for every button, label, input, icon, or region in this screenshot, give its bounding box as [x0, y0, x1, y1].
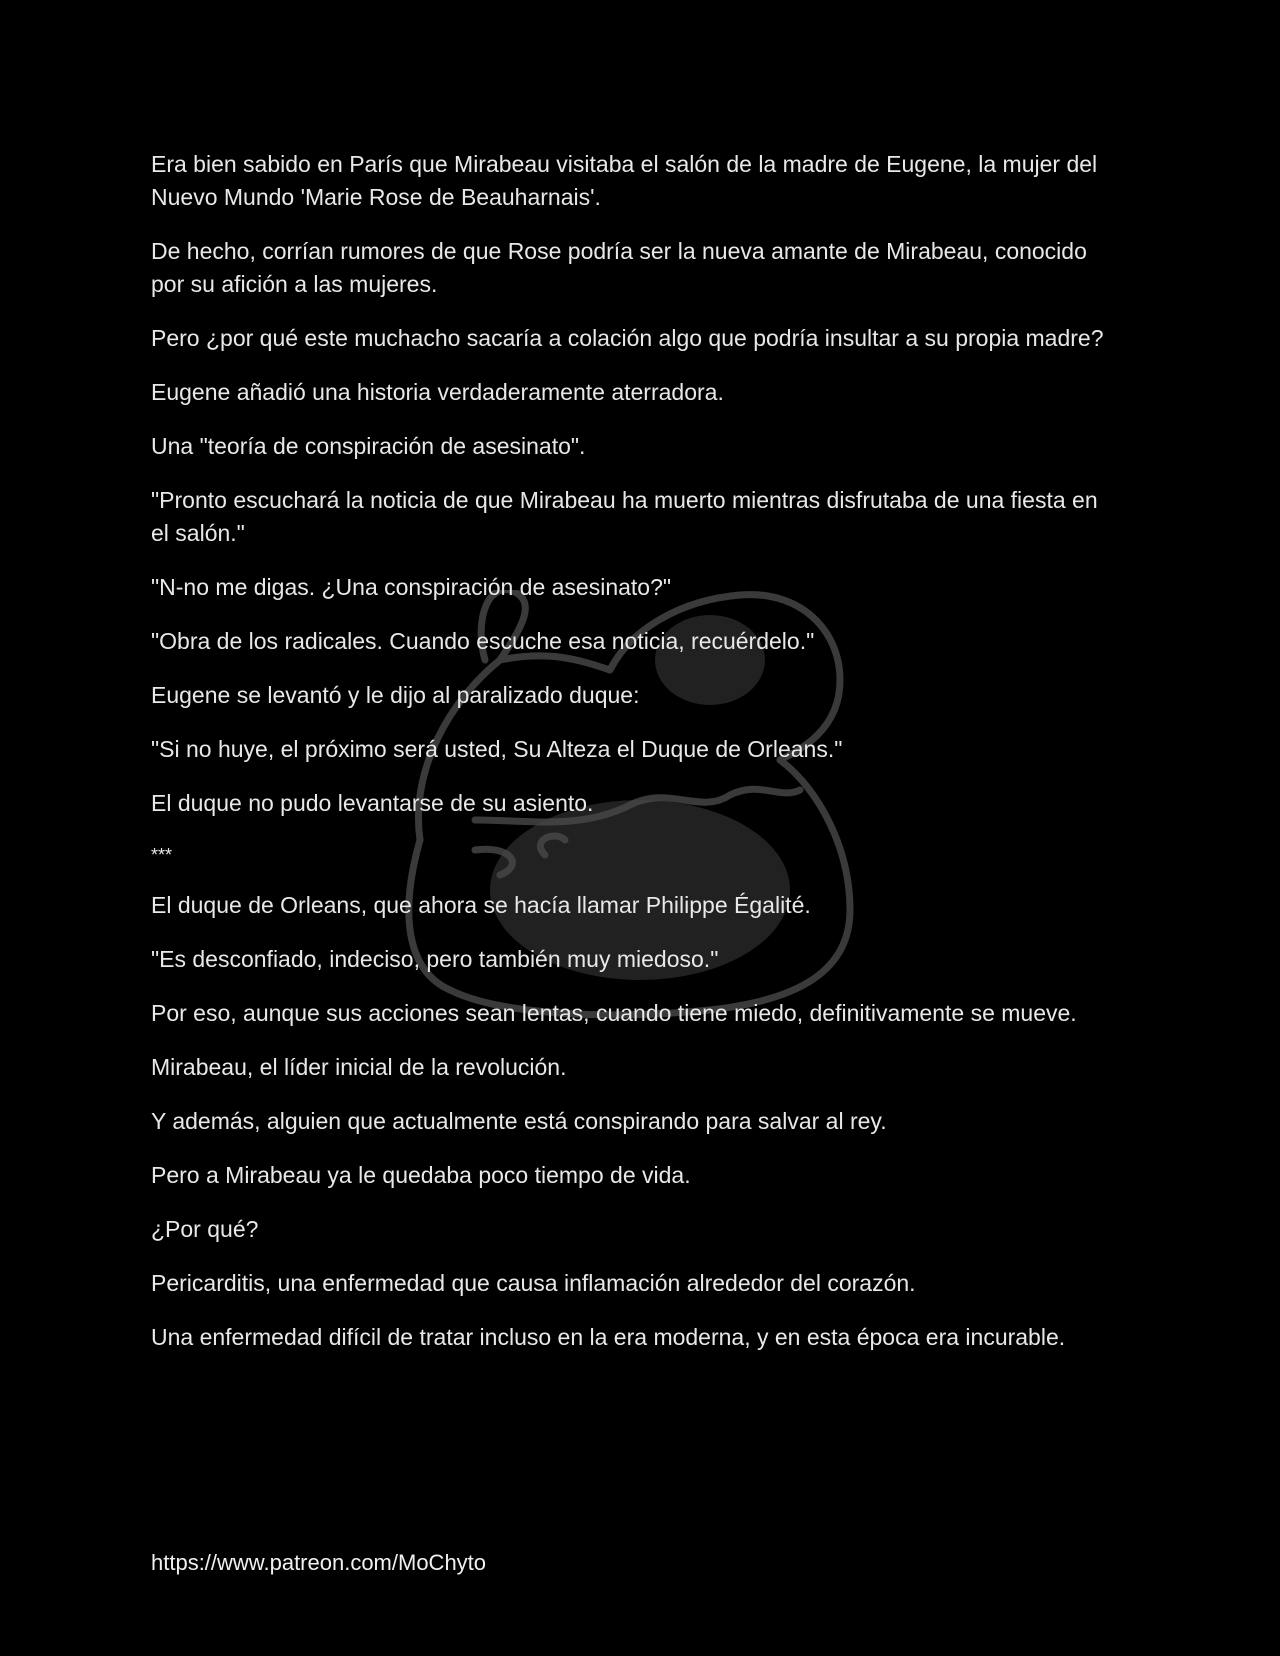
paragraph-4: Eugene añadió una historia verdaderamente aterradora. — [151, 379, 724, 405]
paragraph-7: "N-no me digas. ¿Una conspiración de asesinato?" — [151, 574, 672, 600]
paragraph-20: Una enfermedad difícil de tratar incluso en la era moderna, y en esta época era incurable. — [151, 1324, 1066, 1350]
paragraph-19: Pericarditis, una enfermedad que causa inflamación alrededor del corazón. — [151, 1270, 916, 1296]
paragraph-17: Pero a Mirabeau ya le quedaba poco tiempo de vida. — [151, 1162, 691, 1188]
patreon-link[interactable]: https://www.patreon.com/MoChyto — [151, 1550, 487, 1575]
paragraph-1: Era bien sabido en París que Mirabeau visitaba el salón de la madre de Eugene, la mujer del Nuevo Mundo 'Marie Rose de Beauharnais'. — [151, 151, 1098, 210]
paragraph-8: "Obra de los radicales. Cuando escuche esa noticia, recuérdelo." — [151, 628, 815, 654]
paragraph-12: El duque de Orleans, que ahora se hacía llamar Philippe Égalité. — [151, 892, 811, 918]
paragraph-6: "Pronto escuchará la noticia de que Mirabeau ha muerto mientras disfrutaba de una fiesta en el salón." — [151, 487, 1098, 546]
paragraph-11: El duque no pudo levantarse de su asiento. — [151, 790, 594, 816]
paragraph-18: ¿Por qué? — [151, 1216, 259, 1242]
paragraph-13: "Es desconfiado, indeciso, pero también muy miedoso." — [151, 946, 719, 972]
paragraph-16: Y además, alguien que actualmente está conspirando para salvar al rey. — [151, 1108, 887, 1134]
paragraph-10: "Si no huye, el próximo será usted, Su Alteza el Duque de Orleans." — [151, 736, 843, 762]
paragraph-15: Mirabeau, el líder inicial de la revolución. — [151, 1054, 567, 1080]
chapter-text — [151, 148, 1111, 1375]
paragraph-5: Una "teoría de conspiración de asesinato". — [151, 433, 586, 459]
scene-break: *** — [151, 845, 173, 865]
paragraph-14: Por eso, aunque sus acciones sean lentas, cuando tiene miedo, definitivamente se mueve. — [151, 1000, 1077, 1026]
paragraph-3: Pero ¿por qué este muchacho sacaría a colación algo que podría insultar a su propia madre? — [151, 325, 1104, 351]
paragraph-9: Eugene se levantó y le dijo al paralizado duque: — [151, 682, 640, 708]
paragraph-2: De hecho, corrían rumores de que Rose podría ser la nueva amante de Mirabeau, conocido por su afición a las mujeres. — [151, 238, 1087, 297]
